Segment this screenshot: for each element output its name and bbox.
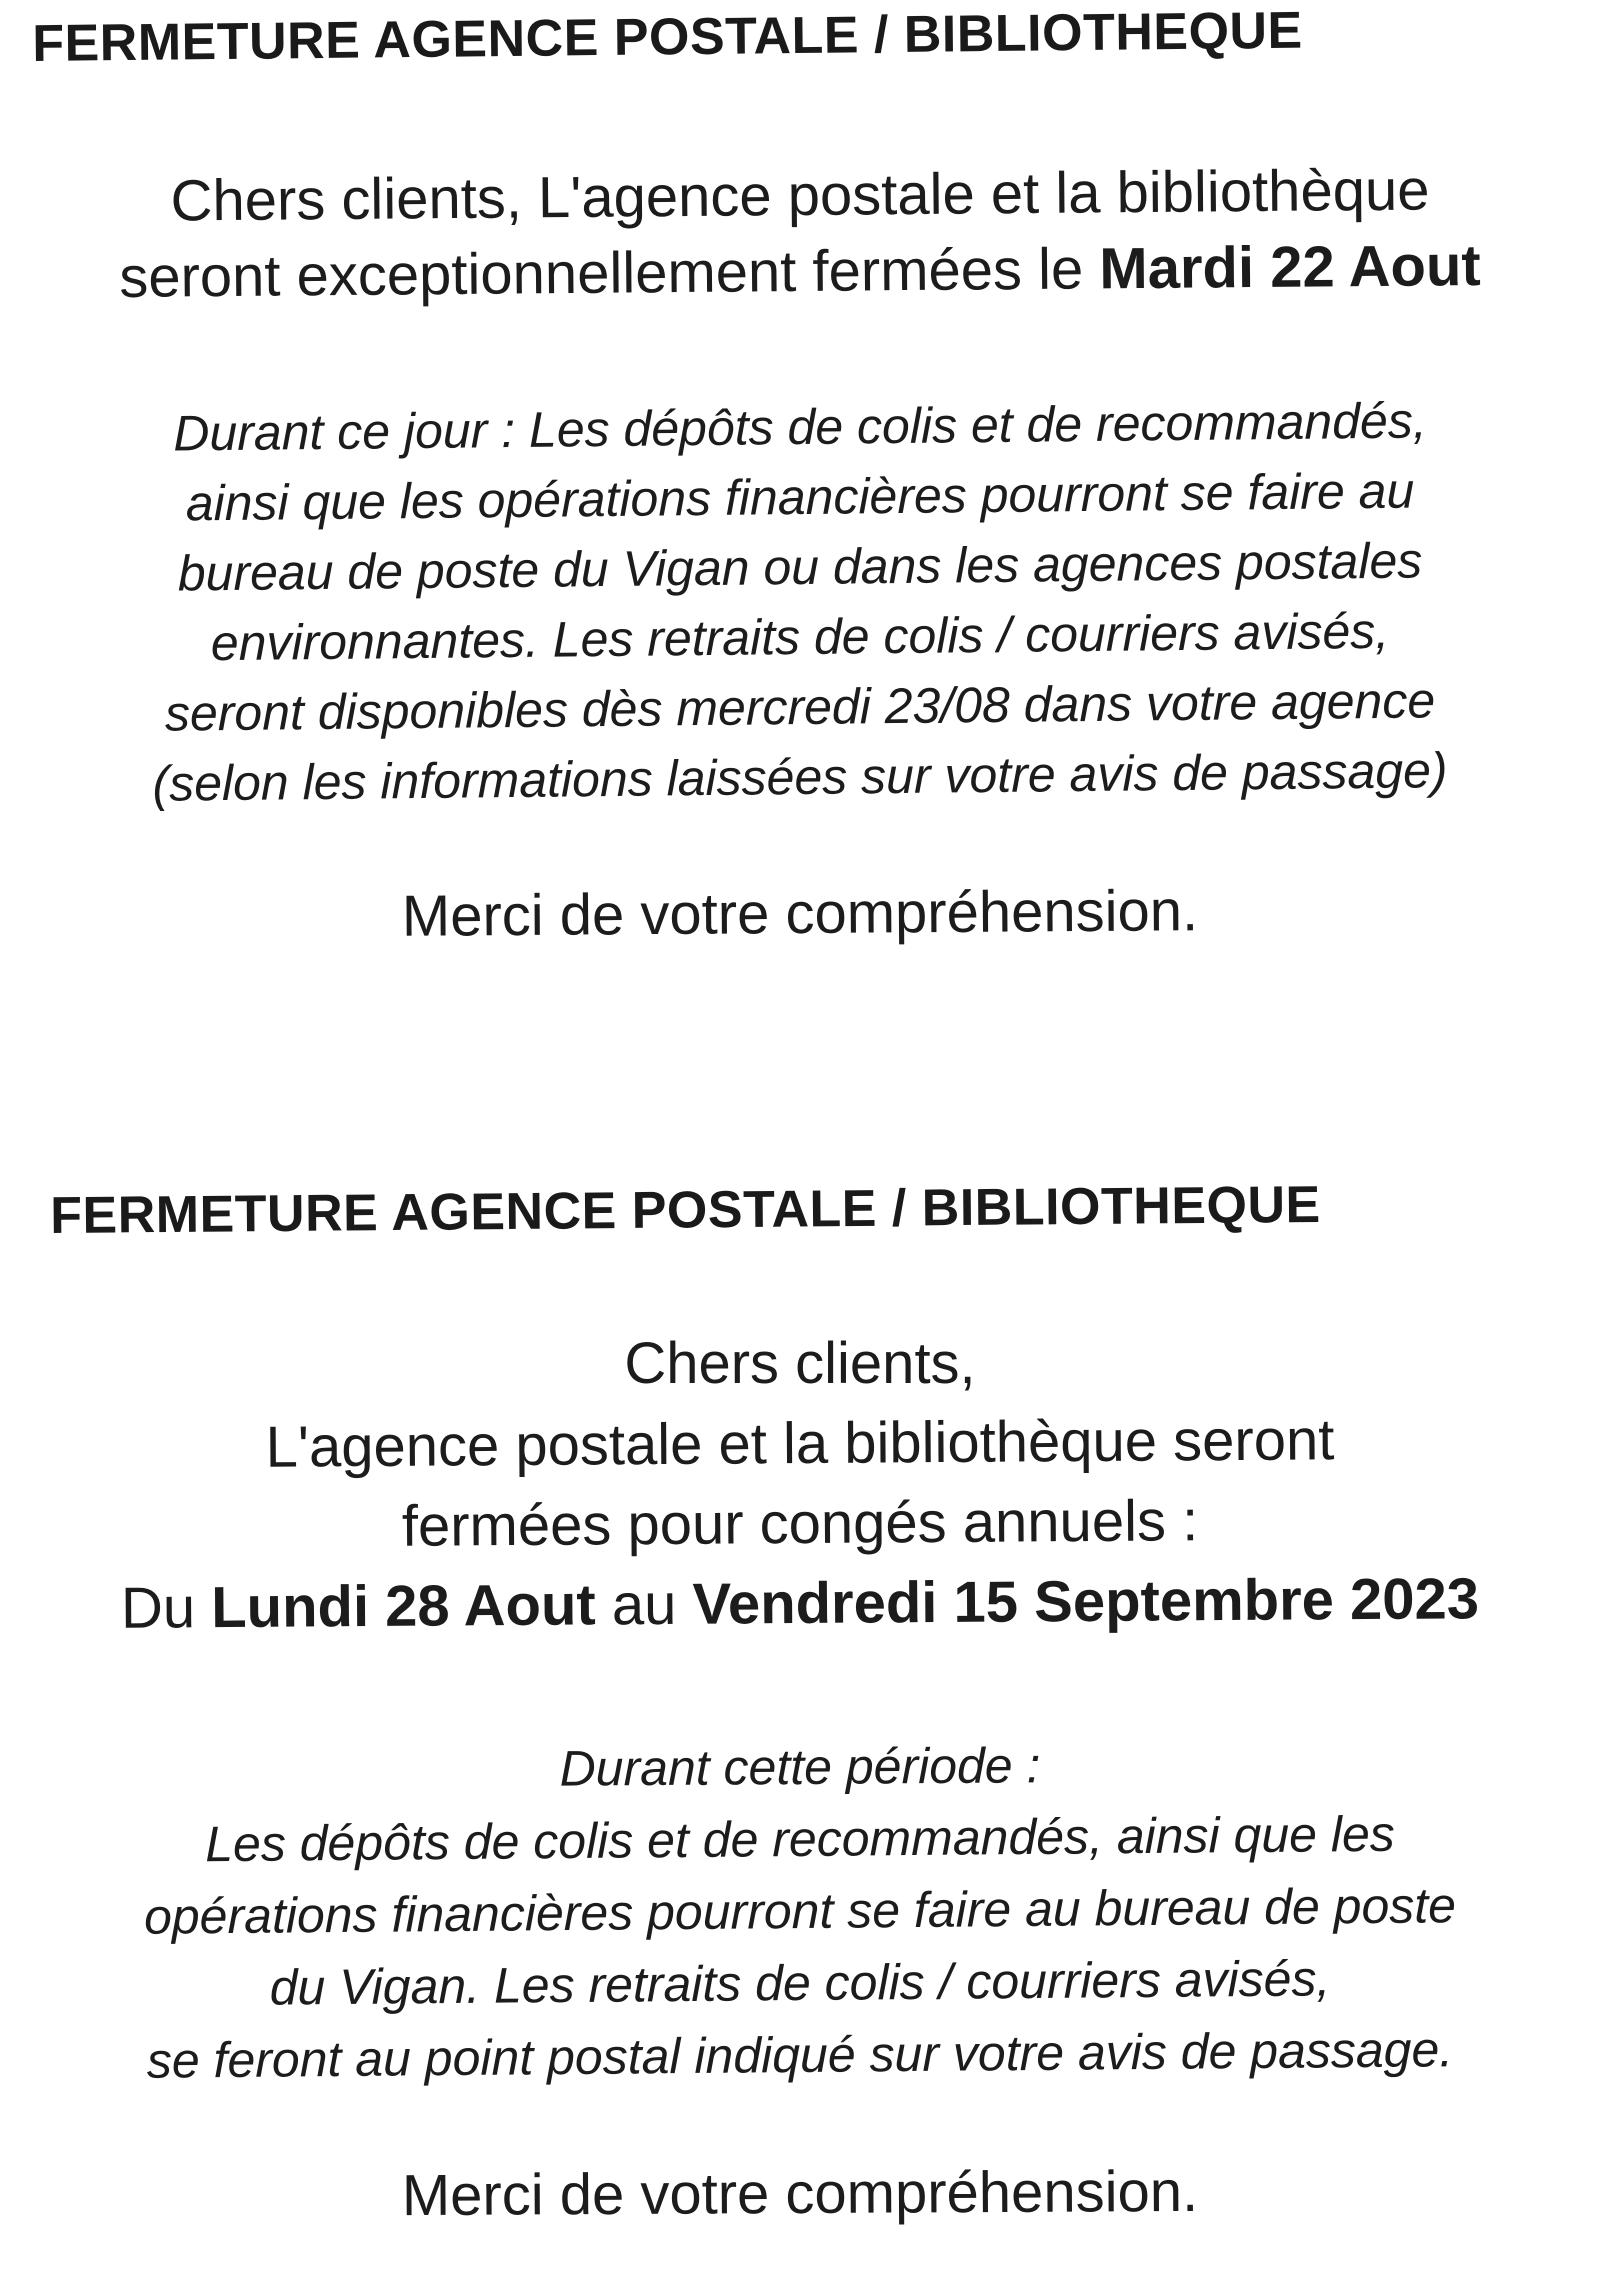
notice-heading: FERMETURE AGENCE POSTALE / BIBLIOTHEQUE: [50, 1175, 1321, 1245]
info-line: opérations financières pourront se faire au bureau de poste: [143, 1877, 1457, 1945]
info-line: Durant cette période :: [559, 1737, 1041, 1797]
info-line: (selon les informations laissées sur votre avis de passage): [152, 742, 1448, 812]
thanks-line: Merci de votre compréhension.: [401, 878, 1199, 949]
period-start-date: Lundi 28 Aout: [210, 1572, 596, 1641]
info-line: Les dépôts de colis et de recommandés, ainsi que les: [204, 1805, 1396, 1873]
info-line: seront disponibles dès mercredi 23/08 dans votre agence: [164, 672, 1436, 742]
greeting-line: Chers clients,: [624, 1331, 976, 1396]
info-line: environnantes. Les retraits de colis / courriers avisés,: [210, 602, 1390, 672]
closure-date-line: [0, 231, 1600, 312]
closure-date: Mardi 22 Aout: [1099, 233, 1481, 302]
intro-line: L'agence postale et la bibliothèque seront: [265, 1407, 1335, 1480]
notice-heading: FERMETURE AGENCE POSTALE / BIBLIOTHEQUE: [32, 1, 1304, 73]
intro-line: Chers clients, L'agence postale et la bibliothèque: [170, 157, 1430, 234]
thanks-line: Merci de votre compréhension.: [401, 2158, 1199, 2229]
intro-line: fermées pour congés annuels :: [401, 1488, 1199, 1559]
info-line: du Vigan. Les retraits de colis / courriers avisés,: [269, 1950, 1331, 2016]
period-end-date: Vendredi 15 Septembre 2023: [692, 1566, 1480, 1637]
info-line: se feront au point postal indiqué sur votre avis de passage.: [146, 2021, 1454, 2089]
closure-period-line: [0, 1564, 1600, 1642]
period-middle: au: [595, 1571, 693, 1638]
info-line: ainsi que les opérations financières pourront se faire au: [185, 462, 1415, 532]
info-line: Durant ce jour : Les dépôts de colis et de recommandés,: [173, 392, 1427, 462]
closure-text: seront exceptionnellement fermées le: [119, 236, 1100, 310]
info-line: bureau de poste du Vigan ou dans les agences postales: [177, 532, 1423, 602]
period-prefix: Du: [120, 1575, 212, 1641]
